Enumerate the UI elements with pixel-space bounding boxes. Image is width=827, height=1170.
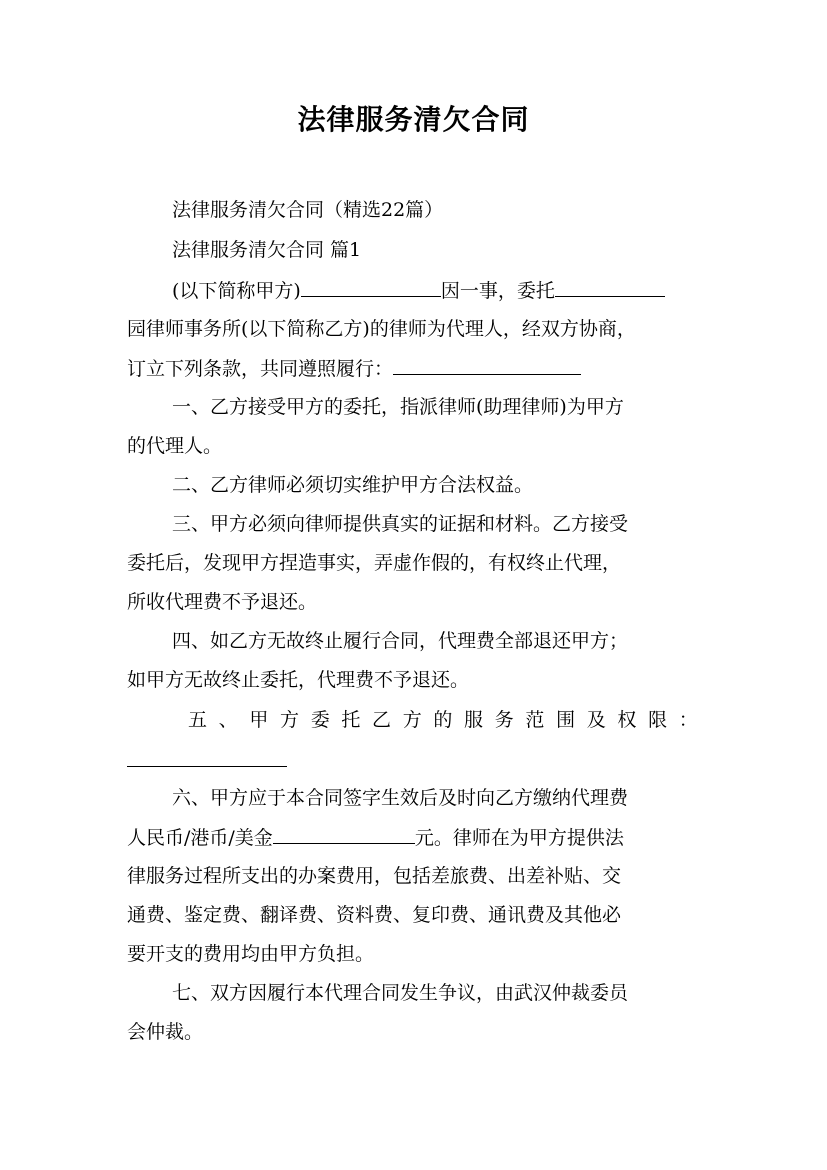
char: 权: [617, 709, 637, 731]
clause-6-line-3: 律服务过程所支出的办案费用，包括差旅费、出差补贴、交: [127, 865, 622, 887]
clause-5-line-2: [127, 746, 287, 775]
char: 委: [310, 709, 330, 731]
clause-7-line-1: 七、双方因履行本代理合同发生争议，由武汉仲裁委员: [172, 982, 629, 1004]
paragraph-intro-line-3: [127, 354, 581, 383]
char: 的: [433, 709, 453, 731]
section-heading: 法律服务清欠合同 篇1: [172, 239, 362, 261]
clause-6-line-5: 要开支的费用均由甲方负担。: [127, 943, 375, 965]
char: 范: [525, 709, 545, 731]
char: ：: [678, 709, 698, 731]
char: 限: [648, 709, 668, 731]
clause-3-line-2: 委托后，发现甲方捏造事实，弄虚作假的，有权终止代理，: [127, 552, 622, 574]
char: 围: [556, 709, 576, 731]
char: 托: [341, 709, 361, 731]
clause-5-line-1: [188, 706, 698, 734]
char: 甲: [249, 709, 269, 731]
text-span: 人民币/港币/美金: [127, 827, 273, 849]
document-subtitle: 法律服务清欠合同（精选22篇）: [172, 199, 444, 221]
char: 及: [586, 709, 606, 731]
blank-line: [393, 354, 581, 375]
blank-line: [301, 276, 441, 297]
char: 务: [494, 709, 514, 731]
char: 、: [218, 709, 238, 731]
paragraph-intro-line-1: [172, 276, 665, 305]
document-title: 法律服务清欠合同: [297, 103, 530, 136]
clause-3-line-1: 三、甲方必须向律师提供真实的证据和材料。乙方接受: [172, 513, 629, 535]
char: 五: [188, 709, 208, 731]
clause-2-line-1: 二、乙方律师必须切实维护甲方合法权益。: [172, 474, 534, 496]
text-span: 订立下列条款，共同遵照履行：: [127, 358, 394, 380]
clause-4-line-1: 四、如乙方无故终止履行合同，代理费全部退还甲方；: [172, 630, 629, 652]
blank-line: [555, 276, 665, 297]
clause-3-line-3: 所收代理费不予退还。: [127, 591, 318, 613]
text-span: (以下简称甲方): [172, 280, 301, 302]
text-span: 因一事，委托: [440, 280, 555, 302]
clause-6-line-4: 通费、鉴定费、翻译费、资料费、复印费、通讯费及其他必: [127, 904, 622, 926]
char: 方: [402, 709, 422, 731]
clause-6-line-2: [127, 823, 624, 852]
blank-line: [127, 746, 287, 767]
clause-1-line-2: 的代理人。: [127, 435, 223, 457]
clause-6-line-1: 六、甲方应于本合同签字生效后及时向乙方缴纳代理费: [172, 787, 629, 809]
char: 方: [280, 709, 300, 731]
paragraph-intro-line-2: 园律师事务所(以下简称乙方)的律师为代理人，经双方协商，: [127, 318, 636, 340]
clause-4-line-2: 如甲方无故终止委托，代理费不予退还。: [127, 669, 470, 691]
blank-line: [273, 823, 415, 844]
text-span: 元。律师在为甲方提供法: [414, 827, 624, 849]
clause-1-line-1: 一、乙方接受甲方的委托，指派律师(助理律师)为甲方: [172, 396, 624, 418]
clause-7-line-2: 会仲裁。: [127, 1021, 204, 1043]
char: 服: [464, 709, 484, 731]
char: 乙: [372, 709, 392, 731]
